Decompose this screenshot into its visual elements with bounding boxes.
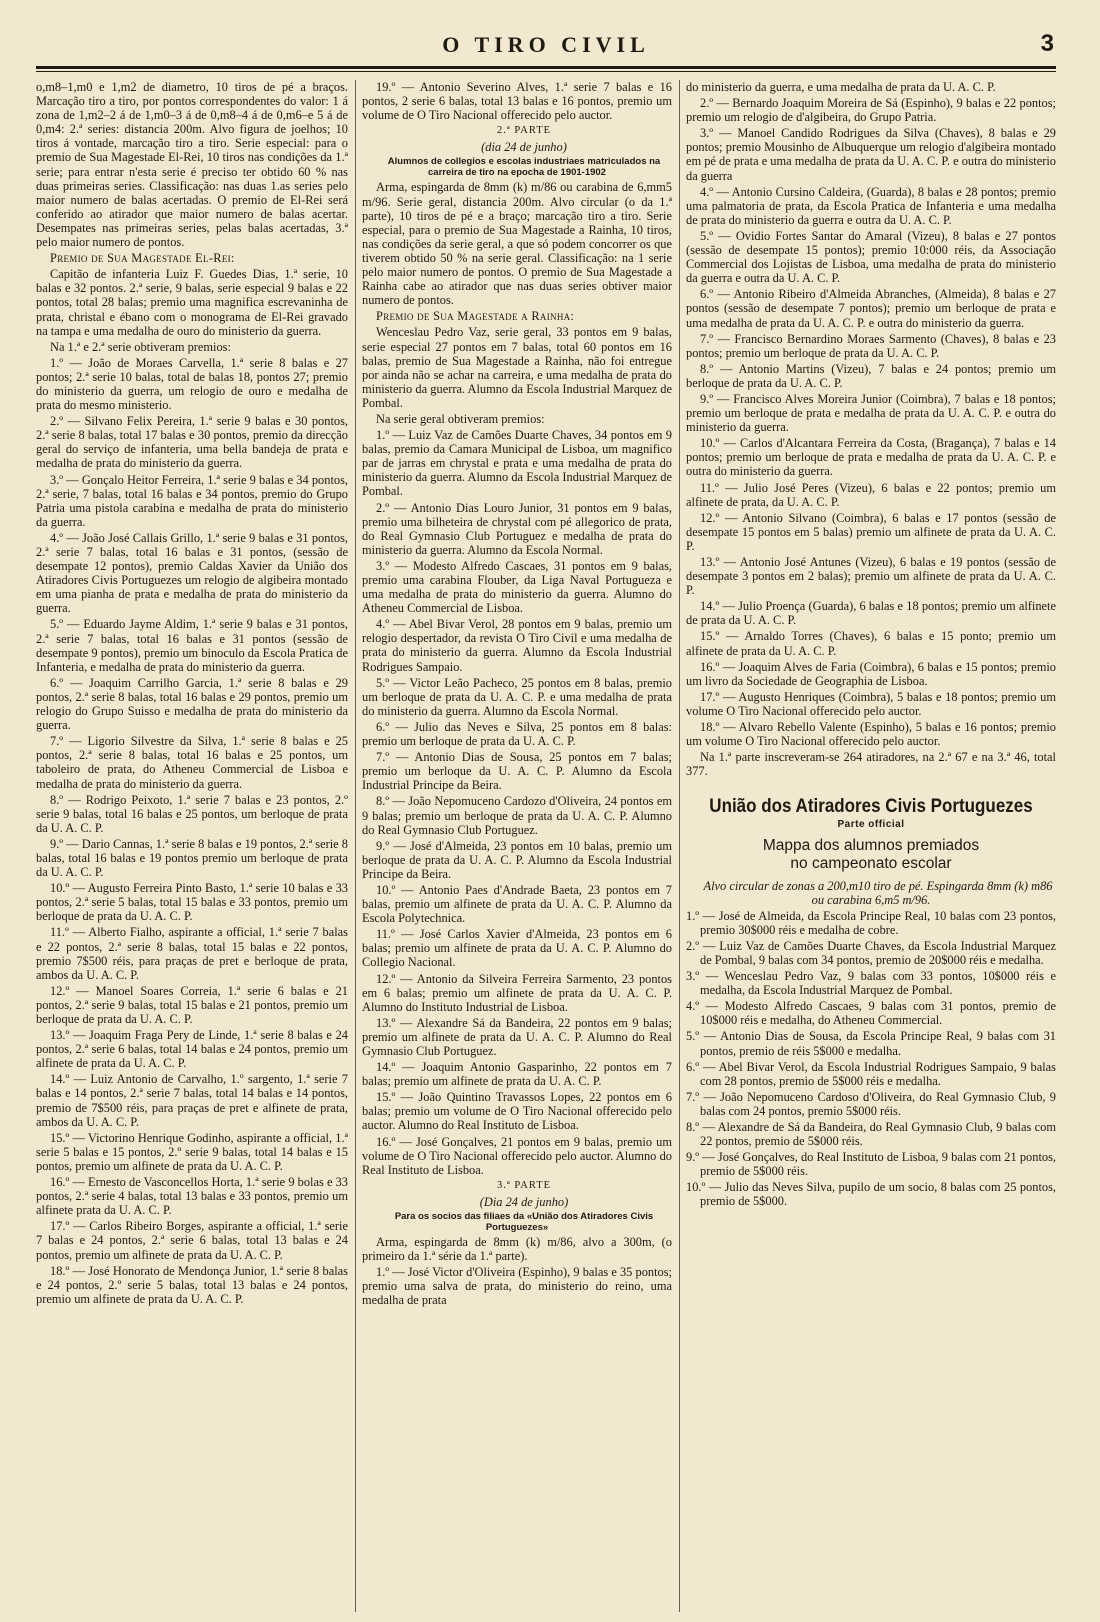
list-item: 2.º — Silvano Felix Pereira, 1.ª serie 9 balas e 30 pontos, 2.ª serie 8 balas, total 17 balas e 30 pontos, premio da direcção geral do serviço de infanteria, uma bella bandeja de prata e medalha de prata do ministerio da guerra.: [36, 414, 348, 471]
column-divider: [679, 80, 680, 1612]
header-rule-thick: [36, 66, 1056, 69]
mappa-heading: [686, 837, 1056, 873]
list-item: 8.º — Antonio Martins (Vizeu), 7 balas e 24 pontos; premio um berloque de prata da U. A. C. P.: [686, 361, 1056, 390]
part-subheading: Alumnos de collegios e escolas industriaes matriculados na carreira de tiro na epocha de 1901-1902: [387, 156, 661, 179]
list-item: 15.º — Victorino Henrique Godinho, aspirante a official, 1.ª serie 5 balas e 15 pontos, 2.º serie 9 balas, total 14 balas e 15 pontos, premio um alfinete de prata da U. A. C. P.: [36, 1130, 348, 1173]
part-heading: 3.ª PARTE: [496, 1179, 552, 1191]
list-item: 1.º — José Victor d'Oliveira (Espinho), 9 balas e 35 pontos; premio uma salva de prata, do ministerio do reino, uma medalha de prata: [362, 1265, 672, 1308]
paragraph: do ministerio da guerra, e uma medalha de prata da U. A. C. P.: [686, 80, 996, 94]
list-item: 1.º — João de Moraes Carvella, 1.ª serie 8 balas e 27 pontos; 2.ª serie 10 balas, total de balas 18, pontos 27; premio do ministerio da guerra, um relogio de ouro e medalha de prata do mesmo ministerio.: [36, 355, 348, 413]
list-item: 6.º — Antonio Ribeiro d'Almeida Abranches, (Almeida), 8 balas e 27 pontos (sessão de desempate 7 pontos); premio um berloque de prata e uma medalha de prata da U. A. C. P. e outra do ministerio da guerra.: [686, 287, 1056, 330]
list-item: 8.º — João Nepomuceno Cardozo d'Oliveira, 24 pontos em 9 balas; premio um berloque de prata da U. A. C. P. Alumno do Real Gymnasio Club Portuguez.: [362, 794, 672, 837]
list-item: 9.º — José Gonçalves, do Real Instituto de Lisboa, 9 balas com 21 pontos, premio de 5$000 réis.: [686, 1150, 1056, 1179]
list-item: 18.º — Alvaro Rebello Valente (Espinho), 5 balas e 16 pontos; premio um volume O Tiro Nacional offerecido pelo auctor.: [686, 720, 1056, 749]
alvo-description: Alvo circular de zonas a 200,m10 tiro de pé. Espingardа 8mm (k) m86 ou carabina 6,m5 m/96.: [703, 878, 1053, 907]
list-item: 18.º — José Honorato de Mendonça Junior, 1.ª serie 8 balas e 24 pontos, 2.º serie 5 balas, total 13 balas e 24 pontos, premio um alfinete de prata da U. A. C. P.: [36, 1263, 348, 1306]
mappa-line: no campeonato escolar: [790, 854, 952, 872]
list-item: 7.º — Antonio Dias de Sousa, 25 pontos em 7 balas; premio um berloque da U. A. C. P. Alumno da Escola Industrial Principe da Beira.: [362, 750, 672, 793]
list-item: 4.º — Antonio Cursino Caldeira, (Guarda), 8 balas e 28 pontos; premio uma palmatoria de prata, da Escola Pratica de Infanteria e uma medalha de prata do ministerio da guerra e outra da U. A. C. P.: [686, 184, 1056, 227]
mappa-line: Mappa dos alumnos premiados: [762, 836, 980, 854]
section-heading: Premio de Sua Magestade El-Rei:: [50, 251, 235, 266]
header-rule-thin: [36, 71, 1056, 72]
list-item: 3.º — Manoel Candido Rodrigues da Silva (Chaves), 8 balas e 29 pontos; premio Mousinho de Albuquerque um relogio d'algibeira montado em pé de prata e uma medalha de prata da U. A. C. P. e outra do ministerio da guerra: [686, 126, 1056, 183]
list-item: 4.º — Modesto Alfredo Cascaes, 9 balas com 31 pontos, premio de 10$000 réis e medalha, do Atheneu Commercial.: [686, 999, 1056, 1028]
list-item: 16.º — José Gonçalves, 21 pontos em 9 balas, premio um volume de O Tiro Nacional offerecido pelo auctor. Alumno do Real Instituto de Lisboa.: [362, 1134, 672, 1177]
list-item: 12.º — Antonio Silvano (Coimbra), 6 balas e 17 pontos (sessão de desempate 15 pontos em 5 balas) premio um alfinete de prata da U. A. C. P.: [686, 510, 1056, 553]
list-item: 3.º — Gonçalo Heitor Ferreira, 1.ª serie 9 balas e 34 pontos, 2.ª serie, 7 balas, total 16 balas e 34 pontos, premio do Grupo Patria uma pistola carabina e medalha de prata do ministerio da guerra.: [36, 472, 348, 529]
list-item: 4.º — Abel Bivar Verol, 28 pontos em 9 balas, premio um relogio despertador, da revista O Tiro Civil e uma medalha de prata do ministerio da guerra. Alumno da Escola Industrial Rodrigues Sampaio.: [362, 617, 672, 674]
list-item: 13.º — Antonio José Antunes (Vizeu), 6 balas e 19 pontos (sessão de desempate 3 pontos em 2 balas); premio um alfinete de prata da U. A. C. P.: [686, 555, 1056, 598]
list-item: 3.º — Wenceslau Pedro Vaz, 9 balas com 33 pontos, 10$000 réis e medalha, da Escola Industrial Marquez de Pombal.: [686, 969, 1056, 998]
list-item: 15.º — Arnaldo Torres (Chaves), 6 balas e 15 ponto; premio um alfinete de prata da U. A. C. P.: [686, 629, 1056, 658]
column-1: [36, 80, 348, 1612]
list-item: 5.º — Ovidio Fortes Santar do Amaral (Vizeu), 8 balas e 27 pontos (sessão de desempate 15 pontos); premio 10:000 réis, da Associação Commercial dos Lojistas de Lisboa, uma medalha de prata do ministerio da guerra e outra da U. A. C. P.: [686, 228, 1056, 286]
column-divider: [355, 80, 356, 1612]
part-date: (Dia 24 de junho): [479, 1194, 569, 1209]
list-item: 10.º — Julio das Neves Silva, pupilo de um socio, 8 balas com 25 pontos, premio de 5$000.: [686, 1180, 1056, 1209]
list-item: 2.º — Bernardo Joaquim Moreira de Sá (Espinho), 9 balas e 22 pontos; premio um relogio de d'algibeira, do Grupo Patria.: [686, 96, 1056, 125]
list-item: 5.º — Eduardo Jayme Aldim, 1.ª serie 9 balas e 31 pontos, 2.ª serie 7 balas, total 16 balas e 31 pontos (sessão de desempate 9 pontos), premio um binoculo da Escola Pratica de Infanteria, e medalha de prata do ministerio da guerra.: [36, 617, 348, 674]
list-item: 13.º — Alexandre Sá da Bandeira, 22 pontos em 9 balas; premio um alfinete de prata da U. A. C. P. Alumno do Real Gymnasio Club Portuguez.: [362, 1015, 672, 1058]
section-heading: Premio de Sua Magestade a Rainha:: [376, 309, 575, 324]
list-item: 17.º — Augusto Henriques (Coimbra), 5 balas e 18 pontos; premio um volume O Tiro Nacional offerecido pelo auctor.: [686, 689, 1056, 718]
part-date: (dia 24 de junho): [481, 140, 567, 155]
paragraph: Capitão de infanteria Luiz F. Guedes Dias, 1.ª serie, 10 balas e 32 pontos. 2.ª serie, 9 balas, serie especial 9 balas e 22 pontos, total 28 balas; premio uma magnifica escrevaninha de prata, christal e ébano com o monograma de El-Rei gravado na tampa e uma medalha de ouro do ministerio da guerra.: [36, 267, 348, 338]
list-item: 5.º — Victor Leão Pacheco, 25 pontos em 8 balas, premio um berloque de prata da U. A. C. P. e uma medalha de prata do ministerio da guerra. Alumno da Escola Normal.: [362, 675, 672, 718]
list-item: 9.º — Dario Cannas, 1.ª serie 8 balas e 19 pontos, 2.ª serie 8 balas, total 16 balas e 19 pontos premio um berloque de prata da U. A. C. P.: [36, 836, 348, 880]
paragraph: o,m8–1,m0 e 1,m2 de diametro, 10 tiros de pé a braços. Marcação tiro a tiro, por pontos correspondentes do valor: 1 á zona de 1,m2–2 á de 1,m0–3 á de 0,m8–4 á de 0,m6–e 5 á de 0,m4: 2.ª series: distancia 200m. Alvo figura de joelhos; 10 tiros á vontade, marcação tiro a tiro. Serie especial: para o premio de Sua Magestade El-Rei, 10 tiros nas condições da 1.ª serie; para entrar n'esta serie é preciso ter obtido 60 % nas duas primeiras series. Classificação: nas duas 1.as series pelo maior numero de balas acertadas. O premio de El-Rei será conferido ao atirador que maior numero de balas acertar. Desempates nas primeiras series, pelas balas acertadas, 3.ª pelo maior numero de pontos.: [36, 80, 348, 250]
list-item: 11.º — Alberto Fialho, aspirante a official, 1.ª serie 7 balas e 22 pontos, 2.ª serie 8 balas, total 15 balas e 22 pontos, premio 7$500 réis, para praças de pret e berloque de prata, ambos da U. A. C. P.: [36, 925, 348, 982]
list-item: 8.º — Rodrigo Peixoto, 1.ª serie 7 balas e 23 pontos, 2.º serie 9 balas, total 16 balas e 25 pontos, um berloque de prata da U. A. C. P.: [36, 792, 348, 835]
list-item: 1.º — Luiz Vaz de Camões Duarte Chaves, 34 pontos em 9 balas, premio da Camara Municipal de Lisboa, um magnifico par de jarras em chrystal e prata e uma medalha de prata do ministerio da guerra. Alumno da Escola Industrial Marquez de Pombal.: [362, 428, 672, 499]
column-2: [362, 80, 672, 1612]
list-item: 2.º — Luiz Vaz de Camões Duarte Chaves, da Escola Industrial Marquez de Pombal, 9 balas com 34 pontos, premio de 20$000 réis e medalha.: [686, 938, 1056, 967]
part-subheading: Para os socios das filiaes da «União dos Atiradores Civis Portuguezes»: [394, 1211, 654, 1234]
section-subtitle: Parte official: [837, 819, 905, 831]
list-item: 19.º — Antonio Severino Alves, 1.ª serie 7 balas e 16 pontos, 2 serie 6 balas, total 13 balas e 16 pontos, premio um volume de O Tiro Nacional offerecido pelo auctor.: [362, 80, 672, 123]
list-item: 2.º — Antonio Dias Louro Junior, 31 pontos em 9 balas, premio uma bilheteira de chrystal com pé allegorico de prata, do Real Gymnasio Club Portuguez e medalha de prata do ministerio da guerra. Alumno da Escola Normal.: [362, 500, 672, 557]
list-item: 14.º — Julio Proença (Guarda), 6 balas e 18 pontos; premio um alfinete de prata da U. A. C. P.: [686, 599, 1056, 628]
paragraph: Na 1.ª e 2.ª serie obtiveram premios:: [50, 339, 231, 354]
page-number: 3: [1040, 30, 1054, 57]
list-item: 17.º — Carlos Ribeiro Borges, aspirante a official, 1.ª serie 7 balas e 24 pontos, 2.ª serie 6 balas, total 13 balas e 24 pontos, premio um alfinete de prata da U. A. C. P.: [36, 1219, 348, 1262]
list-item: 5.º — Antonio Dias de Sousa, da Escola Principe Real, 9 balas com 31 pontos, premio de réis 5$000 e medalha.: [686, 1029, 1056, 1058]
section-title: União dos Atiradores Civis Portuguezes: [709, 794, 1033, 817]
list-item: 7.º — Francisco Bernardino Moraes Sarmento (Chaves), 8 balas e 23 pontos; premio um berloque de prata da U. A. C. P.: [686, 331, 1056, 360]
masthead: [36, 30, 1056, 64]
list-item: 14.º — Luiz Antonio de Carvalho, 1.º sargento, 1.ª serie 7 balas e 14 pontos, 2.ª serie 7 balas, total 14 balas e 14 pontos, premio de 7$500 réis, para praças de pret e alfinete de prata, ambos da U. A. C. P.: [36, 1072, 348, 1129]
list-item: 3.º — Modesto Alfredo Cascaes, 31 pontos em 9 balas, premio uma carabina Flouber, da Liga Naval Portugueza e uma medalha de prata do ministerio da guerra. Alumno do Atheneu Commercial de Lisboa.: [362, 558, 672, 616]
list-item: 10.º — Augusto Ferreira Pinto Basto, 1.ª serie 10 balas e 33 pontos, 2.ª serie 5 balas, total 15 balas e 33 pontos, premio um berloque de prata da U. A. C. P.: [36, 881, 348, 924]
paragraph: Arma, espingarda de 8mm (k) m/86 ou carabina de 6,mm5 m/96. Serie geral, distancia 200m. Alvo circular (o da 1.ª parte), 10 tiros de pé e a braço; marcação tiro a tiro. Serie especial, para o premio de Sua Magestade a Rainha, 10 tiros, nas condições da serie geral, a que só podem concorrer os que tiverem obtido 50 % na serie geral. Classificação: na 1 serie pelo maior numero de pontos. O premio de Sua Magestade a Rainha cabe ao atirador que nas duas series obtiver maior numero de pontos.: [362, 180, 672, 308]
list-item: 11.º — José Carlos Xavier d'Almeida, 23 pontos em 6 balas; premio um alfinete de prata da U. A. C. P. Alumno do Collegio Nacional.: [362, 927, 672, 970]
list-item: 9.º — José d'Almeida, 23 pontos em 10 balas, premio um berloque de prata da U. A. C. P. Alumno da Escola Industrial Principe da Beira.: [362, 838, 672, 881]
list-item: 16.º — Joaquim Alves de Faria (Coimbra), 6 balas e 15 pontos; premio um livro da Sociedade de Geographia de Lisboa.: [686, 659, 1056, 688]
column-3: [686, 80, 1056, 1612]
list-item: 10.º — Carlos d'Alcantara Ferreira da Costa, (Bragança), 7 balas e 14 pontos; premio um berloque de prata e medalha de prata da U. A. C. P. e outra do ministerio da guerra.: [686, 436, 1056, 479]
publication-title: O TIRO CIVIL: [442, 32, 650, 57]
list-item: 12.º — Manoel Soares Correia, 1.ª serie 6 balas e 21 pontos, 2.ª serie 9 balas, total 15 balas e 21 pontos, premio um berloque de prata da U. A. C. P.: [36, 983, 348, 1026]
paragraph: Na serie geral obtiveram premios:: [376, 411, 545, 426]
list-item: 12.º — Antonio da Silveira Ferreira Sarmento, 23 pontos em 6 balas; premio um alfinete de prata da U. A. C. P. Alumno do Instituto Industrial de Lisboa.: [362, 971, 672, 1014]
list-item: 4.º — João José Callais Grillo, 1.ª serie 9 balas e 31 pontos, 2.ª serie 7 balas, total 16 balas e 31 pontos, (sessão de desempate 12 pontos), premio Caldas Xavier da União dos Atiradores Civis Portuguezes um relogio de algibeira montado em uma pianha de prata e medalha de prata do ministerio da guerra.: [36, 530, 348, 616]
list-item: 14.º — Joaquim Antonio Gasparinho, 22 pontos em 7 balas; premio um alfinete de prata da U. A. C. P.: [362, 1060, 672, 1089]
list-item: 6.º — Abel Bivar Verol, da Escola Industrial Rodrigues Sampaio, 9 balas com 28 pontos, premio de 5$000 réis e medalha.: [686, 1059, 1056, 1088]
list-item: 9.º — Francisco Alves Moreira Junior (Coimbra), 7 balas e 18 pontos; premio um berloque de prata e medalha de prata da U. A. C. P. e outra do ministerio da guerra.: [686, 391, 1056, 435]
list-item: 7.º — Ligorio Silvestre da Silva, 1.ª serie 8 balas e 25 pontos, 2.ª serie 8 balas, total 16 balas e 25 pontos, um taboleiro de prata, do Atheneu Commercial de Lisboa e medalha de prata do ministerio da guerra.: [36, 734, 348, 791]
list-item: 1.º — José de Almeida, da Escola Principe Real, 10 balas com 23 pontos, premio 30$000 réis e medalha de cobre.: [686, 908, 1056, 937]
list-item: 16.º — Ernesto de Vasconcellos Horta, 1.ª serie 9 bolas e 33 pontos, 2.ª serie 4 balas, total 13 balas e 33 pontos, premio um alfinete prata da U. A. C. P.: [36, 1175, 348, 1218]
list-item: 8.º — Alexandre de Sá da Bandeira, do Real Gymnasio Club, 9 balas com 22 pontos, premio de 5$000 réis.: [686, 1120, 1056, 1149]
prize-list: [686, 909, 1056, 1209]
list-item: 10.º — Antonio Paes d'Andrade Baeta, 23 pontos em 7 balas, premio um alfinete de prata da U. A. C. P. Alumno da Escola Polytechnica.: [362, 882, 672, 926]
part-heading: 2.ª PARTE: [496, 125, 552, 137]
list-item: 13.º — Joaquim Fraga Pery de Linde, 1.ª serie 8 balas e 24 pontos, 2.ª serie 6 balas, total 14 balas e 24 pontos, premio um alfinete de prata da U. A. C. P.: [36, 1028, 348, 1071]
list-item: 11.º — Julio José Peres (Vizeu), 6 balas e 22 pontos; premio um alfinete de prata, da U. A. C. P.: [686, 480, 1056, 509]
list-item: 6.º — Joaquim Carrilho Garcia, 1.ª serie 8 balas e 29 pontos, 2.ª serie 8 balas, total 16 balas e 29 pontos, premio um relogio do Grupo Suisso e medalha de prata do ministerio da guerra.: [36, 675, 348, 733]
paragraph: Wenceslau Pedro Vaz, serie geral, 33 pontos em 9 balas, serie especial 27 pontos em 7 balas, total 60 pontos em 16 balas, premio de Sua Magestade a Rainha, não foi entregue por ainda não se achar na carreira, e uma medalha de prata do ministerio da guerra. Alumno da Escola Industrial Marquez de Pombal.: [362, 325, 672, 410]
list-item: 6.º — Julio das Neves e Silva, 25 pontos em 8 balas: premio um berloque de prata da U. A. C. P.: [362, 719, 672, 749]
paragraph: Arma, espingarda de 8mm (k) m/86, alvo a 300m, (o primeiro da 1.ª série da 1.ª parte).: [362, 1235, 672, 1264]
list-item: 15.º — João Quintino Travassos Lopes, 22 pontos em 6 balas; premio um volume de O Tiro Nacional offerecido pelo auctor. Alumno do Real Instituto de Lisboa.: [362, 1090, 672, 1133]
list-item: 7.º — João Nepomuceno Cardoso d'Oliveira, do Real Gymnasio Club, 9 balas com 24 pontos, premio 5$000 réis.: [686, 1089, 1056, 1118]
paragraph: Na 1.ª parte inscreveram-se 264 atiradores, na 2.ª 67 e na 3.ª 46, total 377.: [686, 750, 1056, 779]
